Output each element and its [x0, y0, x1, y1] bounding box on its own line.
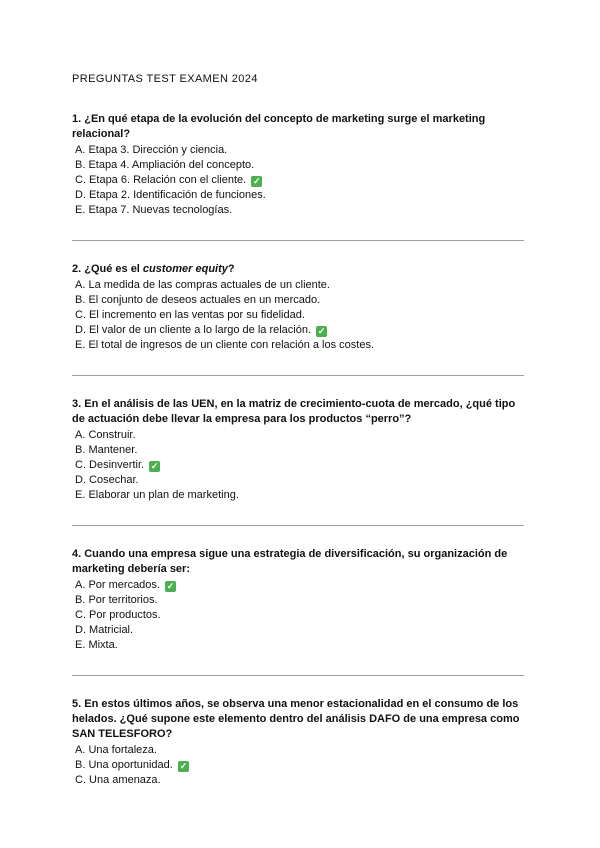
- check-mark-icon: ✓: [166, 581, 175, 591]
- check-mark-icon: ✓: [150, 461, 159, 471]
- option-c: C. Etapa 6. Relación con el cliente. ✓: [75, 174, 261, 186]
- check-mark-icon: ✓: [253, 176, 261, 186]
- question-text: 5. En estos últimos años, se observa una menor estacionalidad en el consumo de los helados. ¿Qué supone este elemento dentro del análisis DAFO de una empresa como SAN TELESFORO?: [72, 698, 520, 740]
- separator-line: [72, 375, 524, 376]
- option-a: A. Etapa 3. Dirección y ciencia.: [75, 144, 228, 156]
- question-5: [72, 697, 530, 788]
- question-2: [72, 262, 530, 353]
- check-mark-icon: ✓: [179, 761, 188, 771]
- option-d: D. Cosechar.: [75, 474, 139, 486]
- option-d: D. Matricial.: [75, 624, 134, 636]
- option-b: B. Una oportunidad. ✓: [75, 759, 188, 771]
- option-c: C. Una amenaza.: [75, 774, 161, 786]
- option-b: B. Mantener.: [75, 444, 138, 456]
- option-a: A. Una fortaleza.: [75, 744, 157, 756]
- option-a: A. Por mercados. ✓: [75, 579, 175, 591]
- option-c: C. El incremento en las ventas por su fidelidad.: [75, 309, 305, 321]
- option-a: A. Construir.: [75, 429, 136, 441]
- option-d: D. Etapa 2. Identificación de funciones.: [75, 189, 266, 201]
- option-b: B. Por territorios.: [75, 594, 158, 606]
- option-c: C. Por productos.: [75, 609, 161, 621]
- question-text: 1. ¿En qué etapa de la evolución del concepto de marketing surge el marketing relacional?: [72, 113, 486, 140]
- option-b: B. Etapa 4. Ampliación del concepto.: [75, 159, 255, 171]
- option-e: E. Elaborar un plan de marketing.: [75, 489, 239, 501]
- separator-line: [72, 525, 524, 526]
- question-3: [72, 397, 530, 503]
- document-page: [72, 72, 530, 788]
- option-d: D. El valor de un cliente a lo largo de la relación. ✓: [75, 324, 326, 336]
- option-e: E. Etapa 7. Nuevas tecnologías.: [75, 204, 233, 216]
- question-text: 4. Cuando una empresa sigue una estrategia de diversificación, su organización de marketing debería ser:: [72, 548, 508, 575]
- separator-line: [72, 240, 524, 241]
- option-a: A. La medida de las compras actuales de un cliente.: [75, 279, 330, 291]
- question-1: [72, 112, 530, 218]
- question-term-italic: customer equity: [142, 263, 228, 275]
- option-e: E. El total de ingresos de un cliente con relación a los costes.: [75, 339, 375, 351]
- check-mark-icon: ✓: [317, 326, 326, 336]
- question-text: 2. ¿Qué es el customer equity?: [72, 263, 235, 275]
- document-title: PREGUNTAS TEST EXAMEN 2024: [72, 73, 258, 85]
- separator-line: [72, 675, 524, 676]
- option-c: C. Desinvertir. ✓: [75, 459, 159, 471]
- option-e: E. Mixta.: [75, 639, 118, 651]
- question-4: [72, 547, 530, 653]
- option-b: B. El conjunto de deseos actuales en un mercado.: [75, 294, 321, 306]
- question-text: 3. En el análisis de las UEN, en la matriz de crecimiento-cuota de mercado, ¿qué tipo de actuación debe llevar la empresa para los productos “perro”?: [72, 398, 516, 425]
